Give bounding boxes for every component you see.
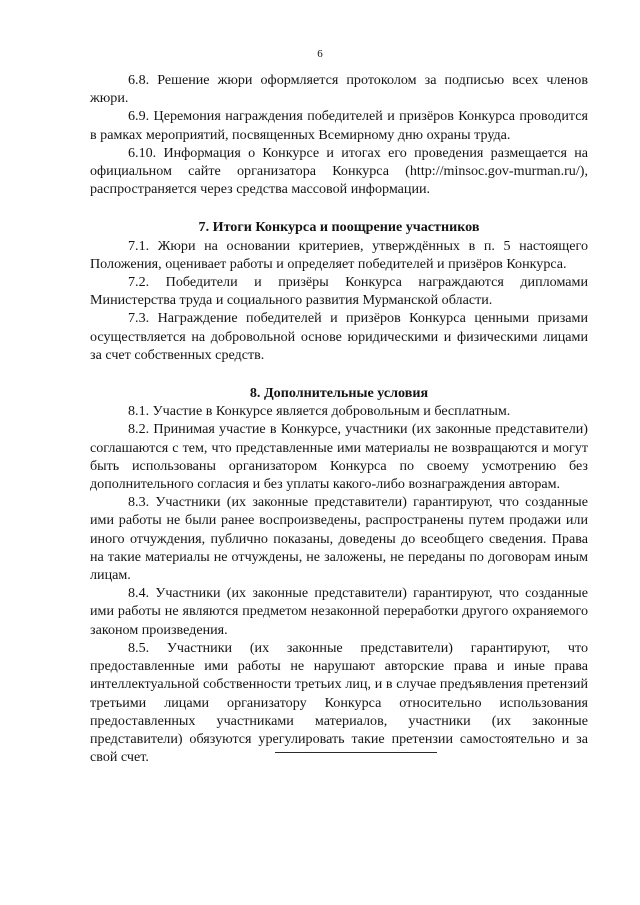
clause-6-8: 6.8. Решение жюри оформляется протоколом за подписью всех членов жюри. — [90, 72, 588, 107]
clause-7-3: 7.3. Награждение победителей и призёров Конкурса ценными призами осуществляется на добровольной основе юридическими и физическими лицами за счет собственных средств. — [90, 310, 588, 363]
clause-8-2: 8.2. Принимая участие в Конкурсе, участники (их законные представители) соглашаются с тем, что представленные ими материалы не возвращаются и могут быть использованы организатором Конкурса по своему усмотрению без дополнительного согласия и без уплаты какого-либо вознаграждения авторам. — [90, 421, 588, 493]
clause-7-2: 7.2. Победители и призёры Конкурса награждаются дипломами Министерства труда и социального развития Мурманской области. — [90, 274, 588, 309]
document-body — [90, 71, 588, 766]
clause-7-1: 7.1. Жюри на основании критериев, утверждённых в п. 5 настоящего Положения, оценивает работы и определяет победителей и призёров Конкурса. — [90, 237, 588, 272]
clause-6-10: 6.10. Информация о Конкурсе и итогах его проведения размещается на официальном сайте организатора Конкурса (http://minsoc.gov-murman.ru/), распространяется через средства массовой информации. — [90, 144, 588, 198]
section-8-heading: 8. Дополнительные условия — [249, 385, 429, 402]
section-7-heading: 7. Итоги Конкурса и поощрение участников — [198, 219, 480, 236]
clause-8-5: 8.5. Участники (их законные представители) гарантируют, что предоставленные ими работы не нарушают авторские права и иные права интеллектуальной собственности третьих лиц, и в случае предъявления претензий третьими лицами организатору Конкурса относительно использования предоставленных участниками материалов, участники (их законные представители) обязуются урегулировать такие претензии самостоятельно и за свой счет. — [90, 639, 588, 766]
clause-6-9: 6.9. Церемония награждения победителей и призёров Конкурса проводится в рамках мероприятий, посвященных Всемирному дню охраны труда. — [90, 108, 588, 143]
clause-8-1: 8.1. Участие в Конкурсе является добровольным и бесплатным. — [128, 403, 511, 420]
clause-8-4: 8.4. Участники (их законные представители) гарантируют, что созданные ими работы не являются предметом незаконной переработки другого охраняемого законом произведения. — [90, 585, 588, 638]
end-of-document-rule — [275, 752, 437, 753]
clause-8-3: 8.3. Участники (их законные представители) гарантируют, что созданные ими работы не были ранее воспроизведены, распространены путем продажи или иного отчуждения, публично показаны, доведены до всеобщего сведения. Права на такие материалы не отчуждены, не заложены, не переданы по договорам иным лицам. — [90, 494, 588, 584]
page-number: 6 — [317, 48, 323, 60]
